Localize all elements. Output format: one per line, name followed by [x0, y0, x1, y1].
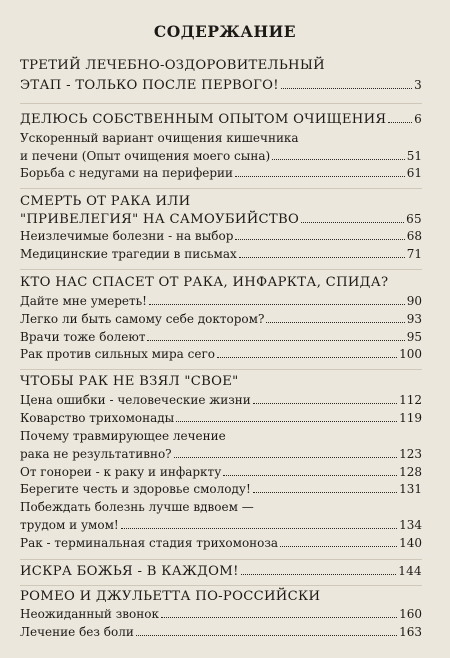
toc-entry	[20, 58, 422, 78]
toc-entry-text: ЧТОБЫ РАК НЕ ВЗЯЛ "СВОЕ"	[20, 374, 239, 389]
page-title: СОДЕРЖАНИЕ	[153, 22, 297, 41]
toc-entry-text: рака не результативно?	[20, 447, 172, 461]
dot-leader	[301, 222, 404, 223]
toc-entry-page: 71	[406, 247, 422, 261]
toc-entry-text: Лечение без боли	[20, 625, 134, 639]
toc-entry	[20, 411, 422, 431]
dot-leader	[149, 304, 405, 305]
dot-leader	[266, 322, 404, 323]
dot-leader	[136, 635, 397, 636]
dot-leader	[176, 421, 397, 422]
toc-entry-text: Коварство трихомонады	[20, 411, 175, 425]
toc-entry	[20, 589, 422, 609]
toc-entry	[20, 393, 422, 413]
toc-entry-text: Ускоренный вариант очищения кишечника	[20, 131, 299, 145]
toc-entry-page: 93	[406, 312, 422, 326]
toc-entry-page: 134	[399, 518, 422, 532]
toc-entry-page: 61	[406, 166, 422, 180]
dot-leader	[223, 475, 397, 476]
toc-entry-page: 112	[399, 393, 422, 407]
toc-entry	[20, 229, 422, 249]
dot-leader	[281, 88, 412, 89]
toc-entry-text: и печени (Опыт очищения моего сына)	[20, 149, 271, 163]
toc-entry	[20, 112, 422, 132]
toc-entry	[20, 482, 422, 502]
toc-entry-text: ДЕЛЮСЬ СОБСТВЕННЫМ ОПЫТОМ ОЧИЩЕНИЯ	[20, 112, 387, 127]
toc-entry	[20, 294, 422, 314]
toc-entry	[20, 429, 422, 449]
toc-entry-text: Побеждать болезнь лучше вдвоем —	[20, 500, 254, 514]
toc-entry-text: Дайте мне умереть!	[20, 294, 147, 308]
toc-entry-text: Неизлечимые болезни - на выбор	[20, 229, 234, 243]
dot-leader	[174, 457, 397, 458]
toc-entry-page: 95	[406, 330, 422, 344]
toc-entry	[20, 194, 422, 214]
toc-entry-text: Цена ошибки - человеческие жизни	[20, 393, 251, 407]
toc-entry	[20, 564, 422, 584]
toc-entry	[20, 166, 422, 186]
toc-entry-page: 6	[414, 112, 422, 126]
toc-entry	[20, 625, 422, 645]
toc-entry-page: 140	[399, 536, 422, 550]
toc-entry	[20, 275, 422, 295]
section-divider	[20, 369, 422, 370]
toc-entry-page: 144	[398, 564, 422, 578]
dot-leader	[235, 176, 405, 177]
toc-entry-text: КТО НАС СПАСЕТ ОТ РАКА, ИНФАРКТА, СПИДА?	[20, 275, 389, 290]
toc-entry-page: 123	[399, 447, 422, 461]
dot-leader	[272, 159, 405, 160]
toc-entry	[20, 447, 422, 467]
dot-leader	[161, 617, 397, 618]
toc-entry-text: трудом и умом!	[20, 518, 119, 532]
toc-entry-text: РОМЕО И ДЖУЛЬЕТТА ПО-РОССИЙСКИ	[20, 589, 321, 604]
toc-entry-text: Рак - терминальная стадия трихомоноза	[20, 536, 279, 550]
toc-entry-text: ИСКРА БОЖЬЯ - В КАЖДОМ!	[20, 564, 239, 579]
toc-entry-page: 128	[399, 465, 422, 479]
dot-leader	[388, 122, 412, 123]
toc-entry-text: Рак против сильных мира сего	[20, 347, 215, 361]
toc-entry	[20, 247, 422, 267]
toc-entry-page: 68	[406, 229, 422, 243]
dot-leader	[235, 239, 404, 240]
toc-entry-text: Неожиданный звонок	[20, 607, 159, 621]
dot-leader	[239, 257, 405, 258]
toc-entry-text: Берегите честь и здоровье смолоду!	[20, 482, 251, 496]
toc-entry-text: Почему травмирующее лечение	[20, 429, 226, 443]
toc-entry-text: Врачи тоже болеют	[20, 330, 146, 344]
toc-entry-page: 51	[406, 149, 422, 163]
section-divider	[20, 559, 422, 560]
toc-entry	[20, 347, 422, 367]
toc-entry-page: 65	[406, 212, 422, 226]
toc-entry	[20, 131, 422, 151]
section-divider	[20, 585, 422, 586]
toc-entry-text: Медицинские трагедии в письмах	[20, 247, 237, 261]
toc-entry-page: 3	[414, 78, 422, 92]
toc-entry	[20, 536, 422, 556]
dot-leader	[253, 492, 397, 493]
toc-entry	[20, 312, 422, 332]
toc-entry-page: 131	[399, 482, 422, 496]
toc-entry-text: ЭТАП - ТОЛЬКО ПОСЛЕ ПЕРВОГО!	[20, 78, 279, 93]
toc-entry-page: 90	[406, 294, 422, 308]
toc-entry-text: Борьба с недугами на периферии	[20, 166, 234, 180]
dot-leader	[241, 574, 397, 575]
dot-leader	[121, 528, 397, 529]
toc-entry-page: 119	[399, 411, 422, 425]
dot-leader	[147, 340, 404, 341]
toc-entry-page: 160	[399, 607, 422, 621]
toc-entry	[20, 78, 422, 98]
toc-entry	[20, 518, 422, 538]
dot-leader	[217, 357, 397, 358]
section-divider	[20, 103, 422, 104]
toc-entry	[20, 607, 422, 627]
toc-entry-text: От гонореи - к раку и инфаркту	[20, 465, 222, 479]
toc-entry-text: ТРЕТИЙ ЛЕЧЕБНО-ОЗДОРОВИТЕЛЬНЫЙ	[20, 58, 325, 73]
dot-leader	[253, 403, 397, 404]
toc-entry-text: "ПРИВЕЛЕГИЯ" НА САМОУБИЙСТВО	[20, 212, 300, 227]
dot-leader	[280, 546, 397, 547]
section-divider	[20, 188, 422, 189]
toc-entry-page: 163	[399, 625, 422, 639]
toc-entry-page: 100	[399, 347, 422, 361]
toc-entry-text: СМЕРТЬ ОТ РАКА ИЛИ	[20, 194, 191, 209]
section-divider	[20, 269, 422, 270]
toc-entry-text: Легко ли быть самому себе доктором?	[20, 312, 265, 326]
toc-entry	[20, 500, 422, 520]
toc-entry	[20, 374, 422, 394]
